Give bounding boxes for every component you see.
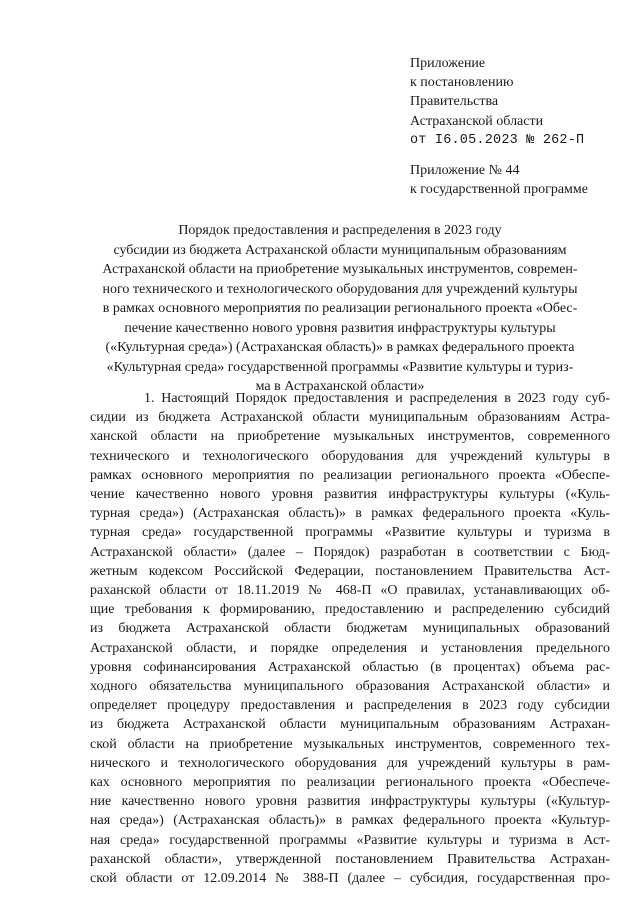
appendix-program-block bbox=[410, 161, 630, 199]
body-line: определяет процедуру предоставления и распределения в 2023 году субсидии bbox=[90, 698, 610, 714]
title-line: печение качественно нового уровня развития инфраструктуры культуры bbox=[124, 320, 556, 336]
body-line: Астраханской области» (далее – Порядок) разработан в соответствии с Бюд- bbox=[90, 544, 610, 560]
title-line: в рамках основного мероприятия по реализации регионального проекта «Обес- bbox=[102, 301, 578, 316]
body-line: сидии из бюджета Астраханской области муниципальным образованиям Астра- bbox=[90, 410, 610, 426]
body-line: технического и технологического оборудования для учреждений культуры в bbox=[90, 448, 610, 464]
appendix-program-line: Приложение № 44 bbox=[410, 163, 520, 178]
title-line: ма в Астраханской области» bbox=[255, 379, 425, 394]
document-title bbox=[70, 221, 610, 397]
body-line: ках основного мероприятия по реализации регионального проекта «Обеспече- bbox=[90, 775, 610, 791]
body-line: ние качественно нового уровня развития инфраструктуры культуры («Культур- bbox=[90, 794, 610, 810]
body-line: чение качественно нового уровня развития инфраструктуры культуры («Куль- bbox=[90, 487, 610, 503]
body-line: ханской области на приобретение музыкальных инструментов, современного bbox=[90, 429, 610, 445]
body-line: Астраханской области, и порядке определения и установления предельного bbox=[90, 640, 610, 656]
body-line: из бюджета Астраханской области бюджетам муниципальных образований bbox=[90, 621, 610, 637]
appendix-resolution-block bbox=[410, 54, 630, 150]
body-line: жетным кодексом Российской Федерации, постановлением Правительства Аст- bbox=[90, 563, 610, 579]
appendix-line: Приложение bbox=[410, 56, 486, 71]
body-line: щие требования к формированию, предоставлению и распределению субсидий bbox=[90, 602, 610, 618]
title-line: ного технического и технологического оборудования для учреждений культуры bbox=[102, 281, 578, 297]
body-line: ная среда») (Астраханская область)» в рамках федерального проекта «Культур- bbox=[90, 813, 610, 829]
body-line: из бюджета Астраханской области муниципальным образованиям Астрахан- bbox=[90, 717, 610, 733]
title-line: субсидии из бюджета Астраханской области муниципальным образованиям bbox=[113, 242, 567, 258]
body-line: рамках основного мероприятия по реализации регионального проекта «Обеспе- bbox=[90, 467, 610, 483]
title-line: «Культурная среда» государственной программы «Развитие культуры и туриз- bbox=[106, 359, 574, 375]
appendix-program-line: к государственной программе bbox=[410, 182, 588, 198]
appendix-line: Астраханской области bbox=[410, 113, 544, 129]
body-line: ской области на приобретение музыкальных инструментов, современного тех- bbox=[90, 736, 610, 752]
appendix-line: Правительства bbox=[410, 94, 499, 110]
body-line: уровня софинансирования Астраханской областью (в процентах) объема рас- bbox=[90, 659, 610, 675]
resolution-date-number: от I6.05.2023 № 262-П bbox=[410, 132, 585, 148]
body-line: ской области от 12.09.2014 № 388-П (далее – субсидия, государственная про- bbox=[90, 871, 610, 887]
title-line: Астраханской области на приобретение музыкальных инструментов, современ- bbox=[102, 262, 578, 277]
body-line: ходного обязательства муниципального образования Астраханской области» и bbox=[90, 679, 610, 695]
body-line: 1. Настоящий Порядок предоставления и распределения в 2023 году суб- bbox=[144, 391, 610, 406]
body-line: турная среда» государственной программы «Развитие культуры и туризма в bbox=[90, 525, 610, 541]
appendix-line: к постановлению bbox=[410, 75, 514, 91]
body-line: ная среда» государственной программы «Развитие культуры и туризма в Аст- bbox=[90, 832, 610, 848]
body-line: нического и технологического оборудования для учреждений культуры в рам- bbox=[90, 755, 610, 771]
body-line: раханской области от 18.11.2019 № 468-П «О правилах, устанавливающих об- bbox=[90, 583, 610, 599]
title-line: Порядок предоставления и распределения в 2023 году bbox=[178, 223, 502, 238]
body-line: раханской области», утвержденной постановлением Правительства Астрахан- bbox=[90, 851, 610, 867]
title-line: («Культурная среда») (Астраханская область)» в рамках федерального проекта bbox=[105, 340, 575, 355]
paragraph-1 bbox=[90, 389, 610, 888]
body-line: турная среда») (Астраханская область)» в рамках федерального проекта «Куль- bbox=[90, 506, 610, 522]
